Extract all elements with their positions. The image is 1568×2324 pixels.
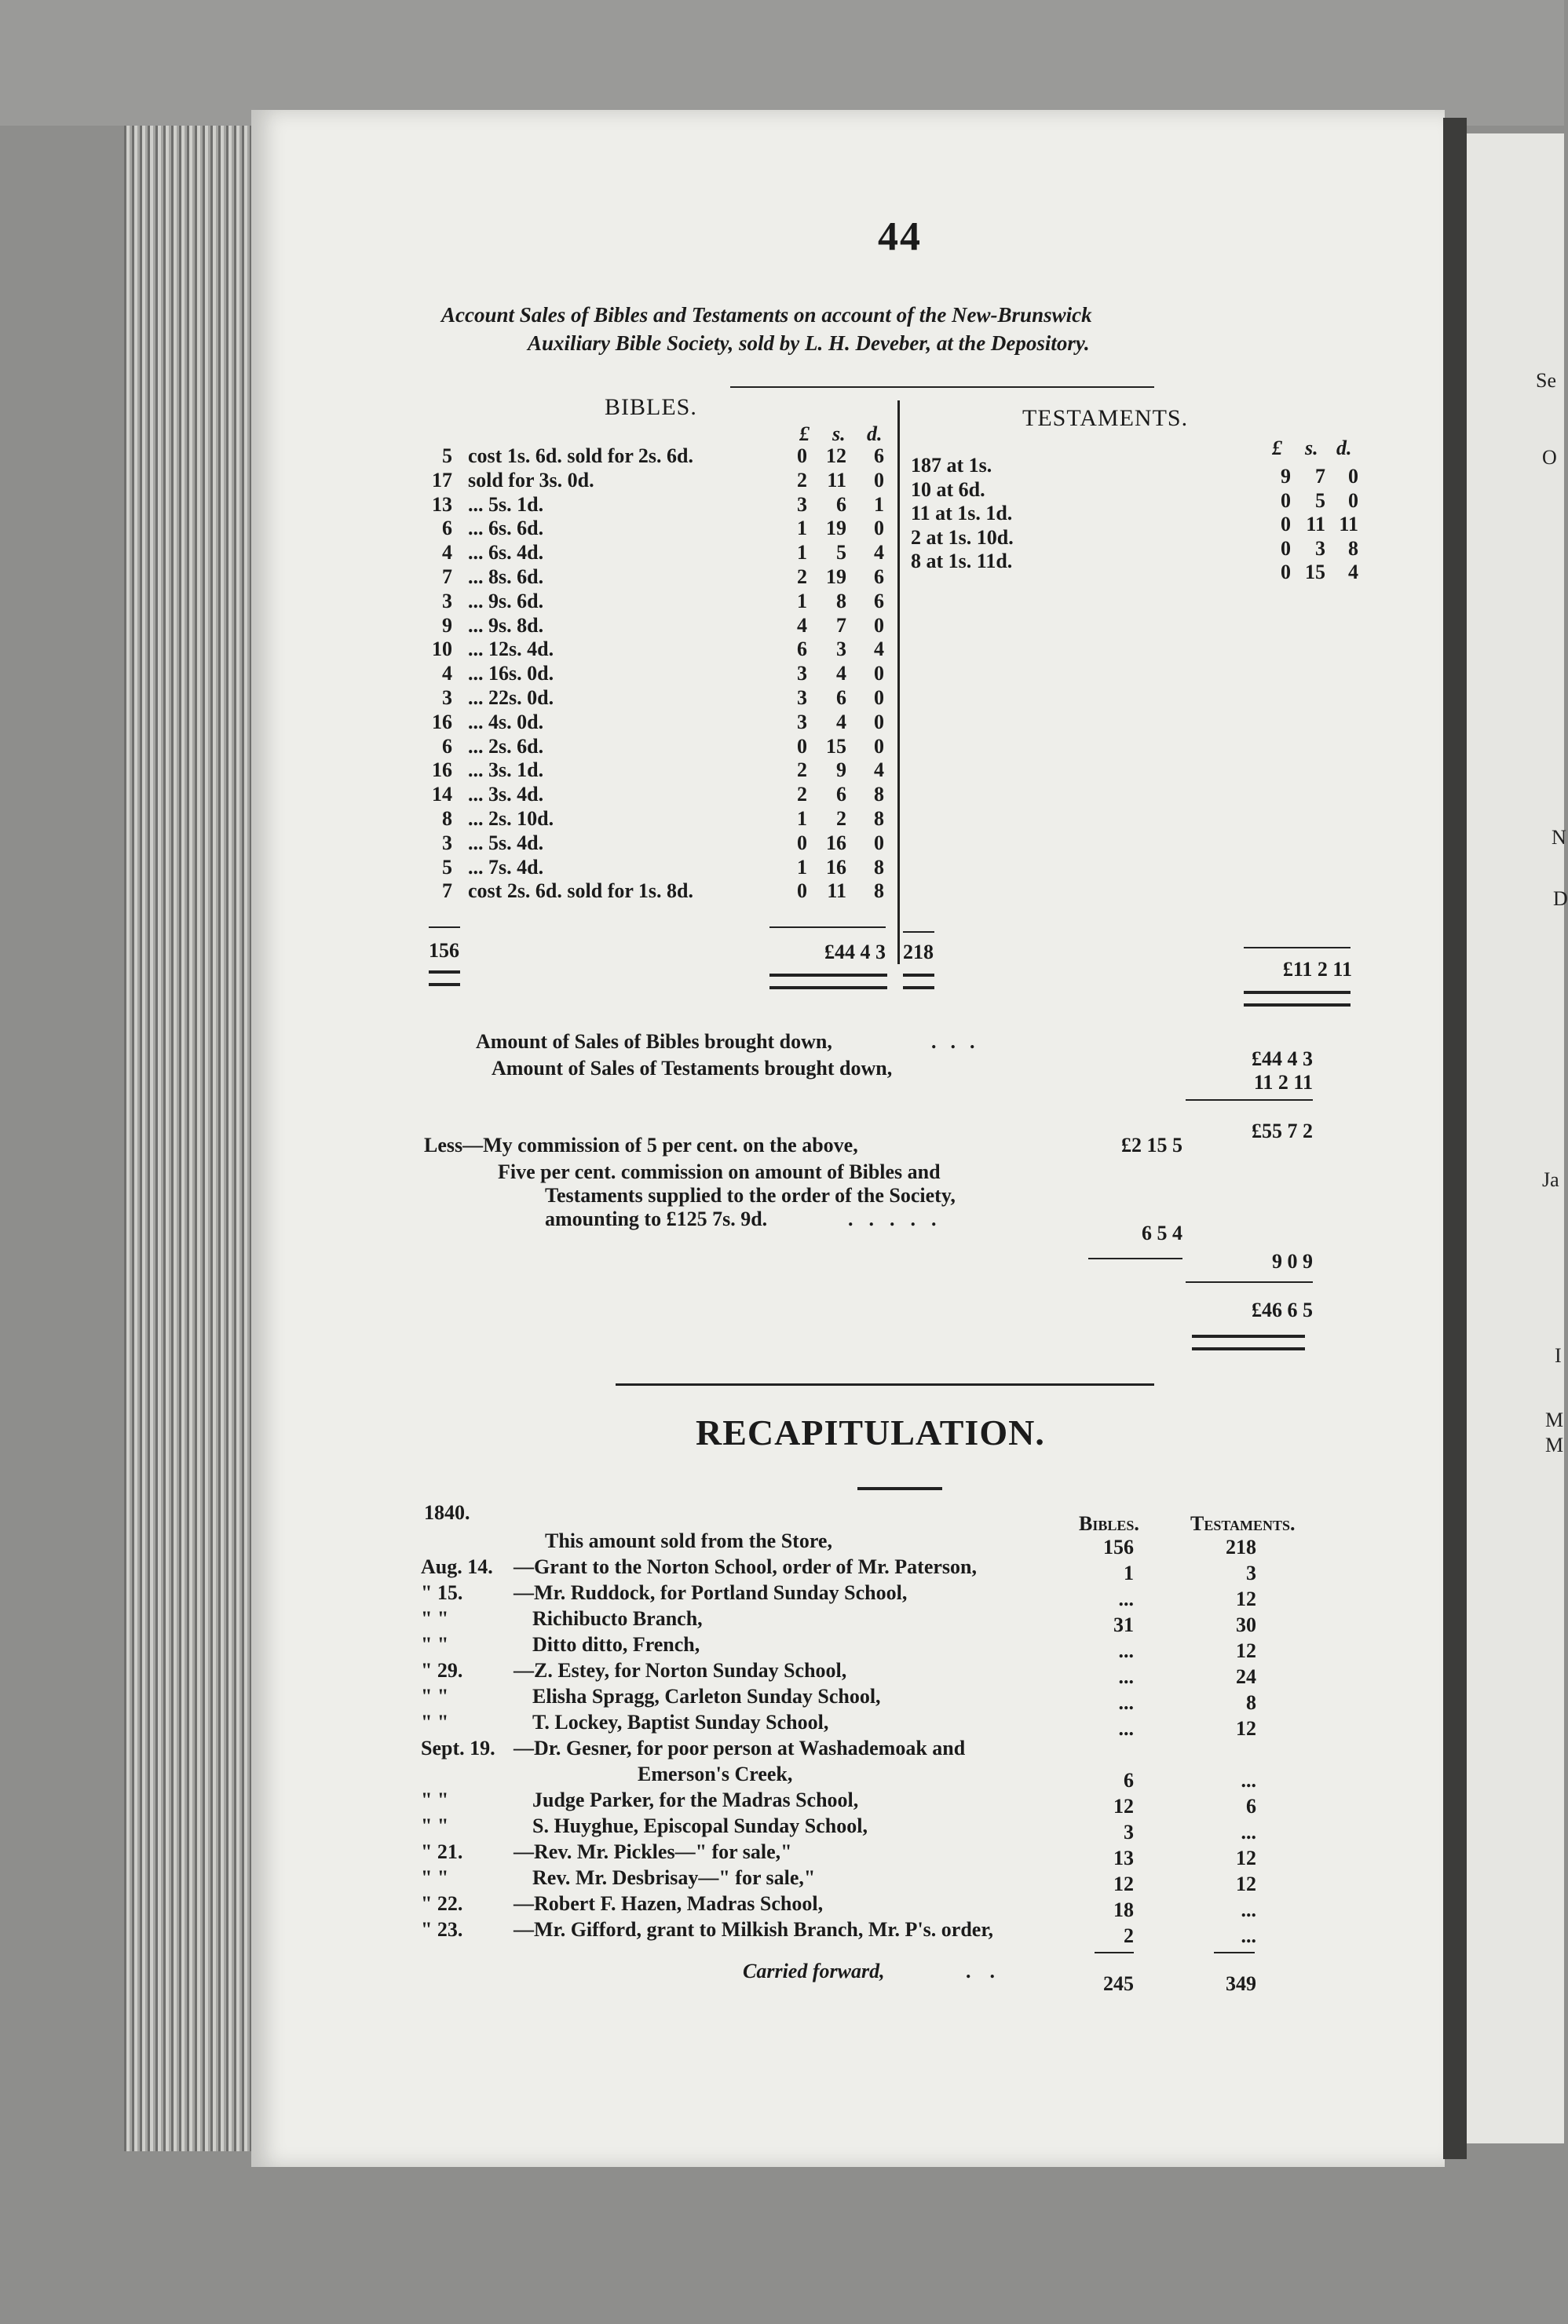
recap-row-bibles: ...: [1118, 1665, 1134, 1688]
recap-row-text: Ditto ditto, French,: [532, 1633, 700, 1656]
bibles-row-shillings: 19: [826, 517, 846, 540]
recap-row-testaments: 218: [1226, 1536, 1256, 1558]
bibles-row-pounds: 1: [797, 807, 807, 830]
recap-row-text: —Mr. Ruddock, for Portland Sunday School,: [514, 1581, 908, 1604]
summary-five-amount: 6 5 4: [1142, 1222, 1182, 1244]
bibles-row-desc: ... 2s. 10d.: [468, 807, 554, 830]
bibles-row-shillings: 12: [826, 444, 846, 467]
bibles-row-desc: ... 4s. 0d.: [468, 710, 544, 733]
recap-row-text: S. Huyghue, Episcopal Sunday School,: [532, 1814, 868, 1837]
testaments-row-pounds: 0: [1281, 561, 1291, 583]
bibles-row-pounds: 6: [797, 638, 807, 661]
recap-row-date: " ": [421, 1711, 449, 1734]
bibles-row-desc: ... 3s. 1d.: [468, 758, 544, 782]
bibles-row-qty: 3: [442, 686, 452, 709]
recap-row-text: —Z. Estey, for Norton Sunday School,: [514, 1659, 847, 1682]
bibles-row-desc: ... 9s. 8d.: [468, 613, 544, 637]
testaments-row-shillings: 3: [1315, 536, 1325, 560]
testaments-row-pounds: 0: [1281, 513, 1291, 535]
summary-testaments-line: Amount of Sales of Testaments brought down,: [492, 1057, 893, 1080]
recap-row-testaments: 12: [1236, 1639, 1256, 1662]
bibles-row-pence: 0: [874, 613, 884, 637]
recap-row-testaments: 3: [1246, 1562, 1256, 1584]
bibles-row-qty: 14: [432, 783, 452, 806]
summary-rule-3: [1186, 1281, 1313, 1283]
summary-rule-2: [1088, 1258, 1182, 1259]
summary-testaments-amount: 11 2 11: [1253, 1071, 1313, 1094]
bibles-row-pounds: 0: [797, 831, 807, 854]
facing-page-letter: Ja: [1542, 1168, 1559, 1191]
bibles-row-pounds: 1: [797, 589, 807, 612]
recap-row-bibles: ...: [1118, 1717, 1134, 1740]
bibles-row-shillings: 16: [826, 831, 846, 854]
bibles-row-desc: ... 3s. 4d.: [468, 783, 544, 806]
bibles-row-desc: cost 2s. 6d. sold for 1s. 8d.: [468, 879, 694, 903]
recap-row-bibles: 3: [1124, 1821, 1134, 1843]
recap-row-text: Elisha Spragg, Carleton Sunday School,: [532, 1685, 881, 1708]
facing-page-letter: Se: [1536, 369, 1556, 392]
bibles-row-desc: ... 5s. 1d.: [468, 492, 544, 516]
summary-five-line-3: amounting to £125 7s. 9d.: [545, 1208, 768, 1230]
recap-row-date: " ": [421, 1789, 449, 1811]
book-gutter: [1443, 118, 1467, 2159]
book-page-edges: [124, 126, 258, 2151]
bibles-row-pence: 8: [874, 807, 884, 830]
bibles-row-qty: 6: [442, 734, 452, 758]
bibles-row-shillings: 2: [836, 807, 846, 830]
bibles-row-desc: ... 6s. 6d.: [468, 517, 544, 540]
testaments-row-shillings: 15: [1305, 561, 1325, 583]
bibles-row-pounds: 3: [797, 710, 807, 733]
bibles-row-qty: 10: [432, 638, 452, 661]
recap-row-bibles: ...: [1118, 1588, 1134, 1610]
recap-row-text: —Robert F. Hazen, Madras School,: [514, 1892, 824, 1915]
bibles-row-pounds: 4: [797, 613, 807, 637]
bibles-col-l: £: [799, 422, 810, 445]
bibles-qty-rule: [429, 926, 460, 928]
bibles-row-pounds: 2: [797, 565, 807, 588]
bibles-row-qty: 17: [432, 468, 452, 491]
recap-row-bibles: 18: [1113, 1898, 1134, 1921]
recap-row-bibles: 12: [1113, 1795, 1134, 1818]
recap-row-text: Emerson's Creek,: [638, 1763, 793, 1785]
bibles-row-shillings: 16: [826, 855, 846, 879]
bibles-row-qty: 8: [442, 807, 452, 830]
testaments-row-pounds: 0: [1281, 488, 1291, 512]
bibles-qty-double-rule: [429, 970, 460, 986]
bibles-row-desc: ... 12s. 4d.: [468, 638, 554, 661]
bibles-row-pounds: 0: [797, 879, 807, 903]
recap-row-testaments: 6: [1246, 1795, 1256, 1818]
recap-row-text: T. Lockey, Baptist Sunday School,: [532, 1711, 829, 1734]
bibles-total-qty: 156: [429, 939, 459, 962]
recap-row-text: Judge Parker, for the Madras School,: [532, 1789, 859, 1811]
recap-row-testaments: 12: [1236, 1847, 1256, 1869]
testaments-col-s: s.: [1305, 437, 1318, 459]
bibles-row-pence: 6: [874, 565, 884, 588]
bibles-row-qty: 16: [432, 758, 452, 782]
testaments-row-pounds: 9: [1281, 465, 1291, 488]
bibles-amount-rule: [769, 926, 886, 928]
recap-row-date: Aug. 14.: [421, 1555, 493, 1578]
bibles-col-d: d.: [867, 422, 883, 445]
testaments-total-qty: 218: [903, 941, 934, 963]
bibles-row-desc: ... 2s. 6d.: [468, 734, 544, 758]
bibles-row-pounds: 2: [797, 758, 807, 782]
recap-row-text: —Dr. Gesner, for poor person at Washademoak and: [514, 1737, 966, 1759]
title-line-1-text: Account Sales of Bibles and Testaments on account of the New-Brunswick: [441, 303, 1092, 327]
carried-forward-label: Carried forward,: [743, 1960, 885, 1982]
recap-row-bibles: ...: [1118, 1691, 1134, 1714]
bibles-row-desc: ... 22s. 0d.: [468, 686, 554, 709]
summary-dots-2: .....: [848, 1208, 952, 1230]
bibles-row-shillings: 4: [836, 710, 846, 733]
bibles-row-shillings: 11: [827, 879, 846, 903]
recap-row-date: " 23.: [421, 1918, 463, 1941]
bibles-row-shillings: 9: [836, 758, 846, 782]
recap-row-date: " ": [421, 1685, 449, 1708]
testaments-row-pence: 8: [1348, 536, 1358, 560]
bibles-col-s: s.: [832, 422, 846, 445]
recap-row-testaments: 12: [1236, 1588, 1256, 1610]
recap-row-bibles: 2: [1124, 1924, 1134, 1947]
bibles-row-pounds: 1: [797, 517, 807, 540]
testaments-row-pence: 0: [1348, 465, 1358, 488]
testaments-row-desc: 10 at 6d.: [911, 477, 985, 501]
summary-rule-1: [1186, 1099, 1313, 1101]
recap-row-bibles: 6: [1124, 1769, 1134, 1792]
testaments-row-pounds: 0: [1281, 536, 1291, 560]
facing-page-letter: N: [1552, 826, 1566, 849]
bibles-row-pence: 4: [874, 638, 884, 661]
summary-double-rule: [1192, 1335, 1305, 1350]
summary-subtotal: £55 7 2: [1252, 1120, 1313, 1142]
recap-row-testaments: 12: [1236, 1873, 1256, 1895]
bibles-row-pence: 0: [874, 517, 884, 540]
bibles-row-qty: 9: [442, 613, 452, 637]
bibles-row-pounds: 1: [797, 541, 807, 565]
recap-row-testaments: 24: [1236, 1665, 1256, 1688]
bibles-amount-double-rule: [769, 974, 887, 989]
bibles-row-pounds: 2: [797, 783, 807, 806]
recap-row-testaments: ...: [1241, 1769, 1256, 1792]
bibles-row-qty: 4: [442, 662, 452, 685]
summary-less-line: Less—My commission of 5 per cent. on the above,: [424, 1134, 858, 1157]
bibles-row-pence: 0: [874, 710, 884, 733]
background: [0, 0, 1564, 126]
bibles-row-pounds: 2: [797, 468, 807, 491]
bibles-row-shillings: 8: [836, 589, 846, 612]
carried-dots: ..: [966, 1960, 1014, 1982]
bibles-row-pence: 8: [874, 855, 884, 879]
testaments-col-l: £: [1272, 437, 1282, 459]
recap-row-text: —Rev. Mr. Pickles—" for sale,": [514, 1840, 792, 1863]
testaments-row-desc: 11 at 1s. 1d.: [911, 502, 1013, 524]
bibles-row-qty: 5: [442, 444, 452, 467]
bibles-row-qty: 7: [442, 565, 452, 588]
bibles-row-desc: ... 16s. 0d.: [468, 662, 554, 685]
bibles-row-desc: ... 5s. 4d.: [468, 831, 544, 854]
summary-less-amount: £2 15 5: [1121, 1134, 1182, 1157]
bibles-row-pence: 0: [874, 686, 884, 709]
recap-heading: RECAPITULATION.: [696, 1412, 1045, 1452]
bibles-row-pence: 4: [874, 758, 884, 782]
testaments-row-pence: 0: [1348, 488, 1358, 512]
bibles-row-pounds: 3: [797, 686, 807, 709]
recap-row-date: " ": [421, 1866, 449, 1889]
bibles-row-pence: 0: [874, 662, 884, 685]
bibles-row-desc: ... 9s. 6d.: [468, 589, 544, 612]
recap-row-date: " ": [421, 1633, 449, 1656]
testaments-row-desc: 2 at 1s. 10d.: [911, 525, 1014, 549]
bibles-row-qty: 3: [442, 589, 452, 612]
bibles-row-shillings: 4: [836, 662, 846, 685]
bibles-row-shillings: 5: [836, 541, 846, 565]
bibles-row-shillings: 6: [836, 686, 846, 709]
recap-row-date: " ": [421, 1814, 449, 1837]
recap-row-bibles: 1: [1124, 1562, 1134, 1584]
testaments-col-d: d.: [1336, 437, 1352, 459]
recap-row-bibles: ...: [1118, 1639, 1134, 1662]
bibles-row-qty: 4: [442, 541, 452, 565]
testaments-row-pence: 11: [1339, 513, 1358, 535]
facing-page-letter: D: [1553, 887, 1568, 910]
testaments-row-pence: 4: [1348, 561, 1358, 583]
testaments-row-shillings: 11: [1306, 513, 1325, 535]
bibles-row-desc: cost 1s. 6d. sold for 2s. 6d.: [468, 444, 694, 467]
summary-five-line-1: Five per cent. commission on amount of Bibles and: [498, 1160, 941, 1183]
bibles-total-amount: £44 4 3: [824, 941, 886, 963]
recap-row-testaments: 8: [1246, 1691, 1256, 1714]
testaments-row-shillings: 5: [1315, 488, 1325, 512]
bibles-row-pence: 8: [874, 879, 884, 903]
bibles-row-qty: 6: [442, 517, 452, 540]
bibles-row-pence: 0: [874, 734, 884, 758]
bibles-row-pounds: 0: [797, 444, 807, 467]
column-divider: [897, 400, 900, 964]
recap-row-bibles: 31: [1113, 1613, 1134, 1636]
recap-row-testaments: ...: [1241, 1924, 1256, 1947]
bibles-row-pence: 1: [874, 492, 884, 516]
recap-row-date: " 29.: [421, 1659, 463, 1682]
facing-page: [1467, 133, 1564, 2143]
facing-page-letter: I: [1555, 1344, 1562, 1367]
bibles-row-qty: 5: [442, 855, 452, 879]
recap-row-bibles: 13: [1113, 1847, 1134, 1869]
bibles-row-pence: 0: [874, 831, 884, 854]
bibles-row-pounds: 3: [797, 492, 807, 516]
bibles-row-pounds: 1: [797, 855, 807, 879]
bibles-row-shillings: 6: [836, 783, 846, 806]
bibles-row-desc: ... 8s. 6d.: [468, 565, 544, 588]
summary-five-line-2: Testaments supplied to the order of the Society,: [545, 1184, 956, 1207]
recap-row-testaments: 12: [1236, 1717, 1256, 1740]
title-line-2: Auxiliary Bible Society, sold by L. H. Deveber, at the Depository.: [528, 331, 1090, 355]
recap-row-date: Sept. 19.: [421, 1737, 495, 1759]
facing-page-letter: O: [1542, 446, 1557, 469]
bibles-heading: BIBLES.: [605, 394, 697, 420]
summary-bibles-line: Amount of Sales of Bibles brought down,: [476, 1030, 832, 1053]
facing-page-letter: M: [1545, 1434, 1564, 1456]
bibles-row-desc: ... 6s. 4d.: [468, 541, 544, 565]
bibles-row-qty: 13: [432, 492, 452, 516]
carried-rule-bibles: [1095, 1952, 1134, 1953]
recap-row-testaments: ...: [1241, 1898, 1256, 1921]
recap-row-bibles: 156: [1103, 1536, 1134, 1558]
bibles-row-qty: 16: [432, 710, 452, 733]
carried-forward-bibles: 245: [1103, 1972, 1134, 1995]
recap-row-testaments: 30: [1236, 1613, 1256, 1636]
testaments-row-desc: 187 at 1s.: [911, 454, 992, 477]
testaments-row-desc: 8 at 1s. 11d.: [911, 550, 1013, 572]
bibles-row-shillings: 15: [826, 734, 846, 758]
testaments-qty-rule: [903, 931, 934, 933]
recap-row-date: " 22.: [421, 1892, 463, 1915]
bibles-row-pence: 0: [874, 468, 884, 491]
testaments-row-shillings: 7: [1315, 465, 1325, 488]
bibles-row-qty: 7: [442, 879, 452, 903]
bibles-row-shillings: 3: [836, 638, 846, 661]
testaments-heading: TESTAMENTS.: [1022, 405, 1189, 431]
testaments-amount-rule: [1244, 947, 1351, 948]
recap-col-bibles: Bibles.: [1079, 1512, 1139, 1535]
carried-forward-testaments: 349: [1226, 1972, 1256, 1995]
carried-rule-testaments: [1214, 1952, 1255, 1953]
recap-row-date: " ": [421, 1607, 449, 1630]
bibles-row-pounds: 3: [797, 662, 807, 685]
title-line-1: [441, 303, 1092, 327]
recap-year: 1840.: [424, 1501, 470, 1524]
testaments-total-amount: £11 2 11: [1282, 958, 1352, 981]
recap-row-testaments: ...: [1241, 1821, 1256, 1843]
facing-page-letter: M: [1545, 1409, 1564, 1431]
recap-row-date: " 21.: [421, 1840, 463, 1863]
bibles-row-desc: sold for 3s. 0d.: [468, 468, 594, 491]
summary-dots-1: ...: [931, 1030, 989, 1053]
section-rule: [616, 1383, 1154, 1386]
bibles-row-shillings: 19: [826, 565, 846, 588]
page-number: 44: [878, 214, 922, 259]
summary-deduction: 9 0 9: [1272, 1250, 1313, 1273]
testaments-amount-double-rule: [1244, 991, 1351, 1007]
recap-rule: [857, 1487, 942, 1490]
recap-row-text: —Mr. Gifford, grant to Milkish Branch, Mr. P's. order,: [514, 1918, 993, 1941]
bibles-row-desc: ... 7s. 4d.: [468, 855, 544, 879]
bibles-row-qty: 3: [442, 831, 452, 854]
bibles-row-pence: 6: [874, 589, 884, 612]
bibles-row-pence: 8: [874, 783, 884, 806]
recap-row-text: Richibucto Branch,: [532, 1607, 703, 1630]
bibles-row-pence: 6: [874, 444, 884, 467]
recap-row-date: " 15.: [421, 1581, 463, 1604]
bibles-row-shillings: 11: [827, 468, 846, 491]
summary-bibles-amount: £44 4 3: [1252, 1047, 1313, 1070]
bibles-row-pence: 4: [874, 541, 884, 565]
recap-col-testaments: Testaments.: [1190, 1512, 1296, 1535]
recap-row-text: Rev. Mr. Desbrisay—" for sale,": [532, 1866, 816, 1889]
recap-row-text: —Grant to the Norton School, order of Mr. Paterson,: [514, 1555, 977, 1578]
summary-net: £46 6 5: [1252, 1299, 1313, 1321]
bibles-row-shillings: 7: [836, 613, 846, 637]
bibles-row-pounds: 0: [797, 734, 807, 758]
recap-row-text: This amount sold from the Store,: [545, 1529, 832, 1552]
title-rule: [730, 386, 1154, 388]
testaments-qty-double-rule: [903, 974, 934, 989]
bibles-row-shillings: 6: [836, 492, 846, 516]
recap-row-bibles: 12: [1113, 1873, 1134, 1895]
